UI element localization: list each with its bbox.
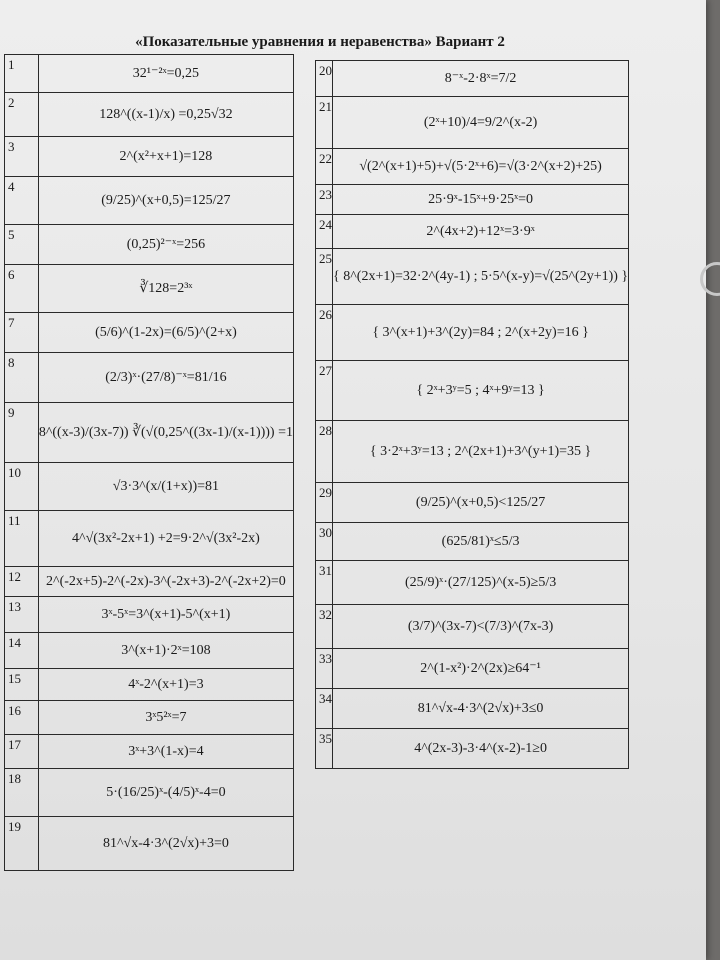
problem-number: 27 — [316, 361, 333, 421]
problem-equation: (9/25)^(x+0,5)<125/27 — [333, 483, 629, 523]
problem-number: 33 — [316, 649, 333, 689]
problem-number: 6 — [5, 265, 39, 313]
problem-row — [316, 361, 629, 421]
left-equations-table — [4, 54, 294, 871]
problem-equation: 81^√x-4·3^(2√x)+3=0 — [38, 817, 293, 871]
problem-equation: { 3^(x+1)+3^(2y)=84 ; 2^(x+2y)=16 } — [333, 305, 629, 361]
left-equations-body — [5, 55, 294, 871]
right-equations-table — [315, 60, 629, 769]
problem-row — [316, 421, 629, 483]
problem-number: 17 — [5, 735, 39, 769]
problem-equation: 3^(x+1)·2ˣ=108 — [38, 633, 293, 669]
problem-number: 13 — [5, 597, 39, 633]
problem-number: 24 — [316, 215, 333, 249]
problem-row — [316, 61, 629, 97]
problem-number: 4 — [5, 177, 39, 225]
problem-equation: (2/3)ˣ·(27/8)⁻ˣ=81/16 — [38, 353, 293, 403]
problem-row — [316, 483, 629, 523]
problem-row — [316, 561, 629, 605]
problem-equation: { 3·2ˣ+3ʸ=13 ; 2^(2x+1)+3^(y+1)=35 } — [333, 421, 629, 483]
problem-row — [316, 649, 629, 689]
problem-row — [316, 149, 629, 185]
right-equations-body — [316, 61, 629, 769]
problem-number: 7 — [5, 313, 39, 353]
problem-equation: 2^(x²+x+1)=128 — [38, 137, 293, 177]
problem-equation: 3ˣ5²ˣ=7 — [38, 701, 293, 735]
problem-row — [5, 817, 294, 871]
problem-row — [5, 669, 294, 701]
problem-equation: √(2^(x+1)+5)+√(5·2ˣ+6)=√(3·2^(x+2)+25) — [333, 149, 629, 185]
problem-equation: 25·9ˣ-15ˣ+9·25ˣ=0 — [333, 185, 629, 215]
problem-equation: 81^√x-4·3^(2√x)+3≤0 — [333, 689, 629, 729]
problem-number: 31 — [316, 561, 333, 605]
problem-row — [316, 185, 629, 215]
problem-number: 26 — [316, 305, 333, 361]
problem-number: 28 — [316, 421, 333, 483]
problem-number: 22 — [316, 149, 333, 185]
problem-row — [5, 313, 294, 353]
problem-equation: 128^((x-1)/x) =0,25√32 — [38, 93, 293, 137]
problem-number: 32 — [316, 605, 333, 649]
problem-number: 25 — [316, 249, 333, 305]
problem-equation: (25/9)ˣ·(27/125)^(x-5)≥5/3 — [333, 561, 629, 605]
problem-row — [5, 93, 294, 137]
problem-equation: 4ˣ-2^(x+1)=3 — [38, 669, 293, 701]
problem-number: 23 — [316, 185, 333, 215]
problem-row — [5, 403, 294, 463]
problem-equation: 2^(1-x²)·2^(2x)≥64⁻¹ — [333, 649, 629, 689]
problem-row — [5, 177, 294, 225]
problem-number: 14 — [5, 633, 39, 669]
problem-equation: 4^(2x-3)-3·4^(x-2)-1≥0 — [333, 729, 629, 769]
problem-row — [5, 55, 294, 93]
problem-equation: { 2ˣ+3ʸ=5 ; 4ˣ+9ʸ=13 } — [333, 361, 629, 421]
problem-equation: 4^√(3x²-2x+1) +2=9·2^√(3x²-2x) — [38, 511, 293, 567]
problem-equation: 8^((x-3)/(3x-7)) ∛(√(0,25^((3x-1)/(x-1)))) =1 — [38, 403, 293, 463]
problem-row — [5, 463, 294, 511]
problem-row — [316, 249, 629, 305]
problem-number: 1 — [5, 55, 39, 93]
page-title: «Показательные уравнения и неравенства» Вариант 2 — [135, 34, 505, 50]
problem-number: 9 — [5, 403, 39, 463]
problem-equation: √3·3^(x/(1+x))=81 — [38, 463, 293, 511]
problem-number: 30 — [316, 523, 333, 561]
problem-equation: (0,25)²⁻ˣ=256 — [38, 225, 293, 265]
problem-equation: { 8^(2x+1)=32·2^(4y-1) ; 5·5^(x-y)=√(25^(2y+1)) } — [333, 249, 629, 305]
problem-equation: 2^(-2x+5)-2^(-2x)-3^(-2x+3)-2^(-2x+2)=0 — [38, 567, 293, 597]
problem-number: 11 — [5, 511, 39, 567]
problem-equation: 5·(16/25)ˣ-(4/5)ˣ-4=0 — [38, 769, 293, 817]
problem-row — [316, 97, 629, 149]
problem-equation: (2ˣ+10)/4=9/2^(x-2) — [333, 97, 629, 149]
problem-row — [5, 137, 294, 177]
problem-row — [316, 215, 629, 249]
problem-row — [5, 265, 294, 313]
problem-number: 2 — [5, 93, 39, 137]
problem-number: 12 — [5, 567, 39, 597]
problem-equation: 32¹⁻²ˣ=0,25 — [38, 55, 293, 93]
problem-number: 5 — [5, 225, 39, 265]
problem-number: 3 — [5, 137, 39, 177]
problem-equation: 8⁻ˣ-2·8ˣ=7/2 — [333, 61, 629, 97]
problem-row — [5, 567, 294, 597]
problem-row — [5, 769, 294, 817]
problem-equation: ∛128=2³ˣ — [38, 265, 293, 313]
problem-number: 16 — [5, 701, 39, 735]
problem-number: 19 — [5, 817, 39, 871]
problem-equation: (625/81)ˣ≤5/3 — [333, 523, 629, 561]
problem-number: 18 — [5, 769, 39, 817]
problem-equation: (5/6)^(1-2x)=(6/5)^(2+x) — [38, 313, 293, 353]
problem-row — [316, 523, 629, 561]
problem-number: 29 — [316, 483, 333, 523]
problem-row — [5, 511, 294, 567]
problem-row — [5, 597, 294, 633]
problem-row — [316, 689, 629, 729]
problem-equation: (9/25)^(x+0,5)=125/27 — [38, 177, 293, 225]
problem-equation: 2^(4x+2)+12ˣ=3·9ˣ — [333, 215, 629, 249]
problem-row — [316, 305, 629, 361]
problem-row — [5, 225, 294, 265]
problem-row — [5, 701, 294, 735]
problem-row — [5, 353, 294, 403]
problem-number: 21 — [316, 97, 333, 149]
problem-row — [316, 605, 629, 649]
problem-number: 35 — [316, 729, 333, 769]
problem-number: 10 — [5, 463, 39, 511]
problem-number: 15 — [5, 669, 39, 701]
problem-equation: (3/7)^(3x-7)<(7/3)^(7x-3) — [333, 605, 629, 649]
problem-number: 20 — [316, 61, 333, 97]
problem-equation: 3ˣ+3^(1-x)=4 — [38, 735, 293, 769]
problem-number: 8 — [5, 353, 39, 403]
problem-equation: 3ˣ-5ˣ=3^(x+1)-5^(x+1) — [38, 597, 293, 633]
problem-row — [5, 735, 294, 769]
problem-row — [5, 633, 294, 669]
problem-row — [316, 729, 629, 769]
problem-number: 34 — [316, 689, 333, 729]
